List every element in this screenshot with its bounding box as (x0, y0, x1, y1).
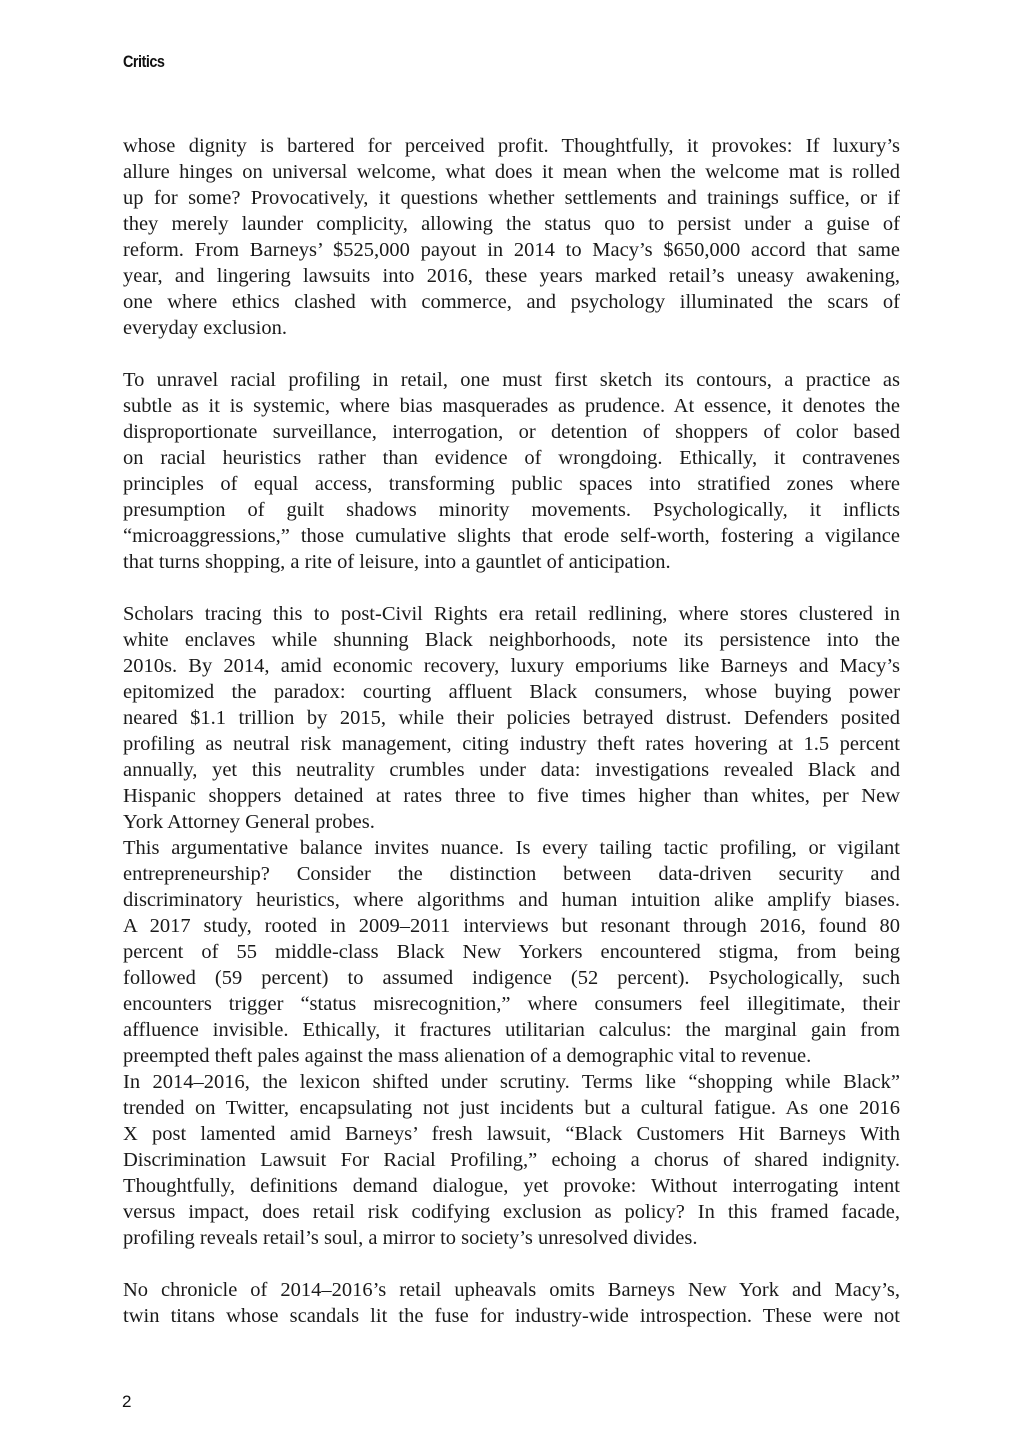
text-line: entrepreneurship? Consider the distinction between data-driven security and (123, 863, 900, 885)
text-line: York Attorney General probes. (123, 811, 375, 833)
text-line: on racial heuristics rather than evidence of wrongdoing. Ethically, it contravenes (123, 447, 900, 469)
text-line: preempted theft pales against the mass alienation of a demographic vital to revenue. (123, 1045, 812, 1067)
text-line: “microaggressions,” those cumulative slights that erode self-worth, fostering a vigilance (123, 525, 900, 547)
paragraph (123, 1069, 900, 1251)
page-number: 2 (122, 1392, 132, 1411)
paragraph (123, 133, 900, 341)
paragraph (123, 835, 900, 1069)
text-line: principles of equal access, transforming public spaces into stratified zones where (123, 473, 900, 495)
text-line: that turns shopping, a rite of leisure, into a gauntlet of anticipation. (123, 551, 671, 573)
text-line: Scholars tracing this to post-Civil Rights era retail redlining, where stores clustered in (123, 603, 900, 625)
text-line: affluence invisible. Ethically, it fractures utilitarian calculus: the marginal gain from (123, 1019, 900, 1041)
text-line: reform. From Barneys’ $525,000 payout in 2014 to Macy’s $650,000 accord that same (123, 239, 900, 261)
text-line: profiling reveals retail’s soul, a mirror to society’s unresolved divides. (123, 1227, 698, 1249)
text-line: everyday exclusion. (123, 317, 287, 339)
text-line: Thoughtfully, definitions demand dialogue, yet provoke: Without interrogating intent (123, 1175, 900, 1197)
text-line: In 2014–2016, the lexicon shifted under scrutiny. Terms like “shopping while Black” (123, 1071, 900, 1093)
paragraph (123, 367, 900, 575)
text-line: No chronicle of 2014–2016’s retail upheavals omits Barneys New York and Macy’s, (123, 1279, 900, 1301)
text-line: disproportionate surveillance, interrogation, or detention of shoppers of color based (123, 421, 900, 443)
text-line: up for some? Provocatively, it questions whether settlements and trainings suffice, or if (123, 187, 900, 209)
text-line: followed (59 percent) to assumed indigence (52 percent). Psychologically, such (123, 967, 900, 989)
text-line: Hispanic shoppers detained at rates three to five times higher than whites, per New (123, 785, 900, 807)
text-line: white enclaves while shunning Black neighborhoods, note its persistence into the (123, 629, 900, 651)
text-line: versus impact, does retail risk codifying exclusion as policy? In this framed facade, (123, 1201, 900, 1223)
text-line: discriminatory heuristics, where algorithms and human intuition alike amplify biases. (123, 889, 900, 911)
text-line: percent of 55 middle-class Black New Yorkers encountered stigma, from being (123, 941, 900, 963)
text-line: one where ethics clashed with commerce, and psychology illuminated the scars of (123, 291, 900, 313)
text-line: X post lamented amid Barneys’ fresh lawsuit, “Black Customers Hit Barneys With (123, 1123, 900, 1145)
paragraph (123, 601, 900, 835)
text-line: presumption of guilt shadows minority movements. Psychologically, it inflicts (123, 499, 900, 521)
text-line: annually, yet this neutrality crumbles under data: investigations revealed Black and (123, 759, 900, 781)
paragraph (123, 1277, 900, 1329)
text-line: profiling as neutral risk management, citing industry theft rates hovering at 1.5 percent (123, 733, 900, 755)
running-header: Critics (123, 52, 165, 71)
text-line: To unravel racial profiling in retail, one must first sketch its contours, a practice as (123, 369, 900, 391)
body-text (123, 133, 900, 1355)
text-line: subtle as it is systemic, where bias masquerades as prudence. At essence, it denotes the (123, 395, 900, 417)
text-line: neared $1.1 trillion by 2015, while their policies betrayed distrust. Defenders posited (123, 707, 900, 729)
text-line: whose dignity is bartered for perceived profit. Thoughtfully, it provokes: If luxury’s (123, 135, 900, 157)
text-line: year, and lingering lawsuits into 2016, these years marked retail’s uneasy awakening, (123, 265, 900, 287)
text-line: This argumentative balance invites nuance. Is every tailing tactic profiling, or vigilant (123, 837, 900, 859)
text-line: twin titans whose scandals lit the fuse for industry-wide introspection. These were not (123, 1305, 900, 1327)
text-line: epitomized the paradox: courting affluent Black consumers, whose buying power (123, 681, 900, 703)
text-line: 2010s. By 2014, amid economic recovery, luxury emporiums like Barneys and Macy’s (123, 655, 900, 677)
text-line: allure hinges on universal welcome, what does it mean when the welcome mat is rolled (123, 161, 900, 183)
text-line: they merely launder complicity, allowing the status quo to persist under a guise of (123, 213, 900, 235)
text-line: A 2017 study, rooted in 2009–2011 interviews but resonant through 2016, found 80 (123, 915, 900, 937)
text-line: Discrimination Lawsuit For Racial Profiling,” echoing a chorus of shared indignity. (123, 1149, 900, 1171)
text-line: trended on Twitter, encapsulating not just incidents but a cultural fatigue. As one 2016 (123, 1097, 900, 1119)
text-line: encounters trigger “status misrecognition,” where consumers feel illegitimate, their (123, 993, 900, 1015)
